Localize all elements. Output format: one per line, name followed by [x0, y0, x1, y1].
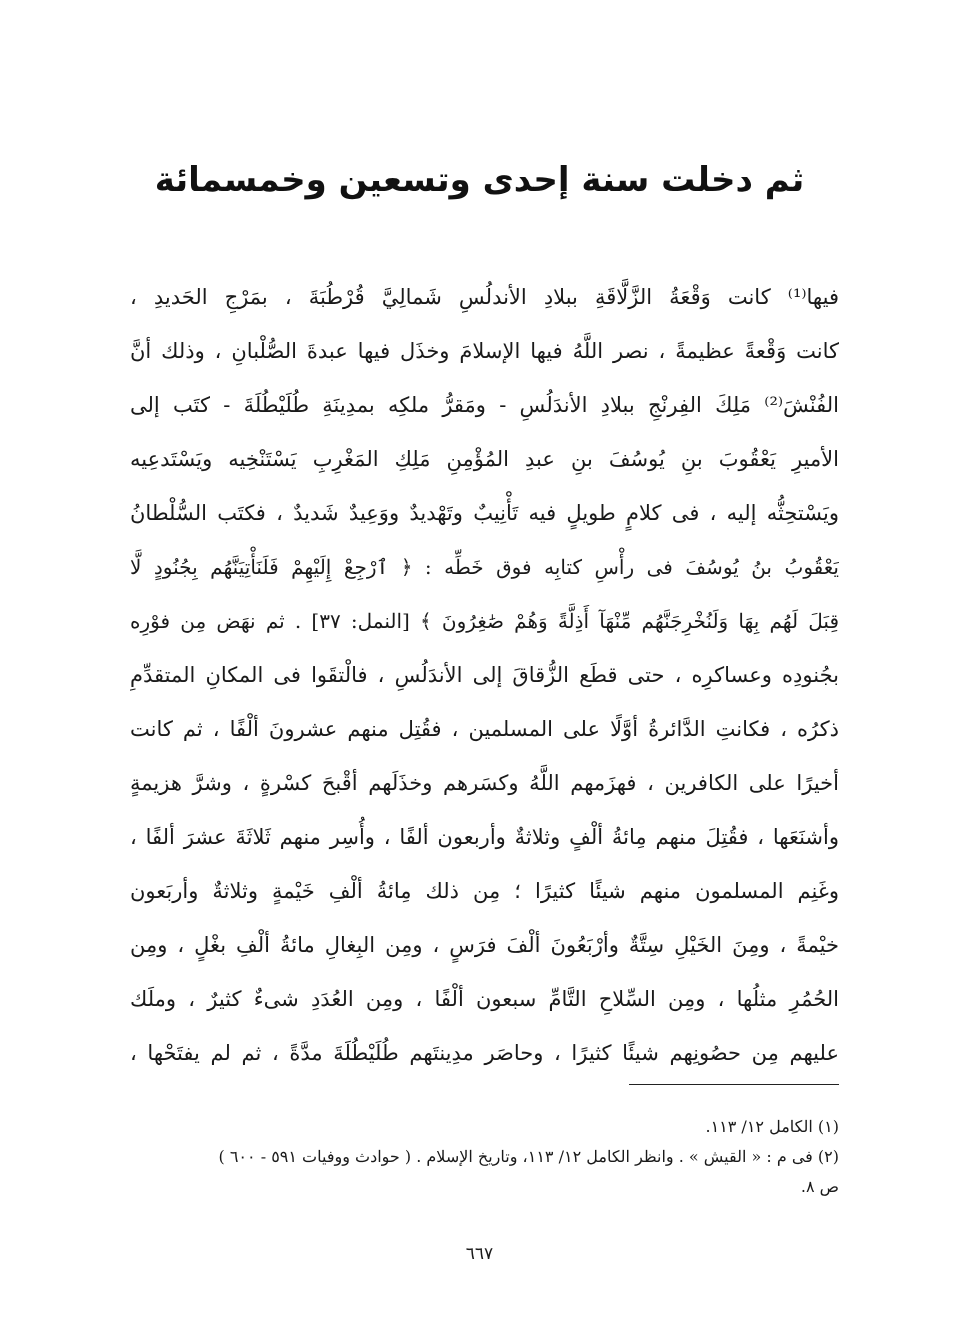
footnote-1: (١) الكامل ١٢/ ١١٣.: [705, 1117, 839, 1136]
text-line: بجُنودِه وعساكرِه ، حتى قطَع الزُّقاقَ إلى الأندَلُسِ ، فالْتقَوا فى المكانِ المتقدِّمِ: [130, 663, 839, 687]
text-line: ويَسْتحِثُّه إليه ، فى كلامٍ طويلٍ فيه تَأْنِيبٌ وتَهْديدٌ ووَعِيدٌ شَديدٌ ، فكتَب السُّلْطانُ: [130, 501, 839, 525]
text-line: كانت وَقْعةً عظيمةً ، نصر اللَّهُ فيها الإسلامَ وخذَل فيها عبدةَ الصُّلْبانِ ، وذلك أنَّ: [130, 339, 839, 363]
main-text: [130, 270, 839, 1080]
text-line: وأشنَعَها ، فقُتِلَ منهم مِائةُ ألْفٍ وثلاثةٌ وأربعون ألفًا ، وأُسِر منهم ثَلاثَةَ عشرَ ألفًا ،: [130, 825, 839, 849]
text-line: وغَنِم المسلمون منهم شيئًا كثيرًا ؛ مِن ذلك مِائةُ ألْفِ خَيْمةٍ وثلاثةٌ وأربَعون: [130, 879, 839, 903]
text-line: عليهم مِن حصُونِهم شيئًا كثيرًا ، وحاصَر مدِينتَهم طُلَيْطُلَةَ مدَّةً ، ثم لم يفتَحْها ،: [130, 1041, 839, 1065]
chapter-title: ثم دخلت سنة إحدى وتسعين وخمسمائة: [154, 160, 805, 200]
text-line-quran-start: يَعْقُوبُ بنُ يُوسُفَ فى رأْسِ كتابِه فوق خَطِّه : ﴿ ٱرْجِعْ إِلَيْهِمْ فَلَنَأْتِيَنَّهُم بِجُنُودٍ لَّا: [130, 555, 839, 579]
text-line: الفُنْشَ⁽²⁾ مَلِكَ الفِرنْجِ ببلادِ الأندَلُسِ - ومَقرُّ ملكِه بمدِينَةِ طُلَيْطُلَةَ - كتَب إلى: [130, 393, 839, 417]
text-line: أخيرًا على الكافرين ، فهزَمهم اللَّهُ وكسَرهم وخذَلَهم أقْبحَ كسْرةٍ ، وشرَّ هزيمةٍ: [130, 771, 839, 795]
text-line: الأميرِ يَعْقُوبَ بنِ يُوسُفَ بنِ عبدِ المُؤْمِنِ مَلِكِ المَغْرِبِ يَسْتَنْخِيه ويَسْتَدعِيه: [130, 447, 839, 471]
text-line: ذكرُه ، فكانتِ الدَّائرةُ أوَّلًا على المسلمين ، فقُتِل منهم عشرونَ ألْفًا ، ثم كانت: [130, 717, 839, 741]
text-line: الحُمُرِ مثلُها ، ومِن السِّلاحِ التَّامِّ سبعون ألْفًا ، ومِن العُدَدِ شىءٌ كثيرٌ ، وملَك: [130, 987, 839, 1011]
footnote-2: (٢) فى م : « القيش » . وانظر الكامل ١٢/ ١١٣، وتاريخ الإسلام . ( حوادث ووفيات ٥٩١ - ٦٠٠ ): [218, 1147, 839, 1166]
page-number: ٦٦٧: [465, 1244, 494, 1264]
text-line: خيْمةً ، ومِنَ الخَيْلِ سِتَّةٌ وأرْبَعُونَ ألْفَ فرَسٍ ، ومِن البِغالِ مائةُ ألْفِ بغْلٍ ، ومِن: [130, 933, 839, 957]
footnotes: [128, 1112, 839, 1202]
text-line-quran-end: قِبَلَ لَهُم بِهَا وَلَنُخْرِجَنَّهُم مِّنْهَآ أَذِلَّةً وَهُمْ صَٰغِرُونَ ﴾ [النمل: ٣٧] . ثم نهَض مِن فوْرِه: [130, 609, 839, 633]
footnote-divider: [629, 1084, 839, 1085]
footnote-2-continued: ص ٨.: [800, 1177, 839, 1196]
text-line: فيها⁽¹⁾ كانت وَقْعَةُ الزَّلَّاقَةِ ببلادِ الأندلُسِ شَمالِيَّ قُرْطُبَةَ ، بمَرْجِ الحَديدِ ،: [130, 285, 839, 309]
